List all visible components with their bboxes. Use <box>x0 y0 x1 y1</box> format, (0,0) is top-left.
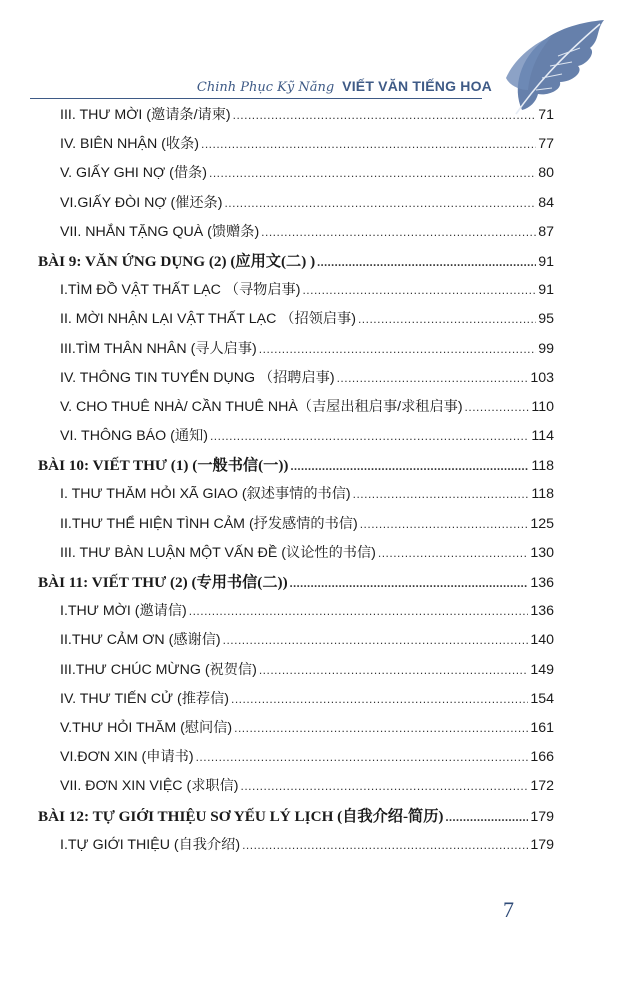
toc-dot-leader <box>465 400 530 414</box>
toc-entry-label: III.TÌM THÂN NHÂN (寻人启事) <box>60 340 257 357</box>
toc-entry-page: 77 <box>538 136 554 153</box>
toc-entry <box>38 367 554 396</box>
toc-dot-leader <box>234 721 528 735</box>
toc-entry <box>38 192 554 221</box>
toc-entry-page: 136 <box>530 603 554 620</box>
toc-entry-label: IV. BIÊN NHẬN (收条) <box>60 136 200 153</box>
toc-entry-page: 103 <box>530 369 554 386</box>
toc-dot-leader <box>209 166 536 180</box>
toc-entry-page: 136 <box>530 575 554 591</box>
toc-entry-label: BÀI 12: TỰ GIỚI THIỆU SƠ YẾU LÝ LỊCH (自我介绍-简历) <box>38 807 444 825</box>
toc-entry-page: 91 <box>538 282 554 299</box>
toc-entry-page: 87 <box>538 223 554 240</box>
toc-entry <box>38 483 554 512</box>
toc-entry-label: I.TỰ GIỚI THIỆU (自我介绍) <box>60 836 241 853</box>
feather-quill-icon <box>492 18 610 116</box>
toc-dot-leader <box>302 283 536 297</box>
page-number: 7 <box>503 897 514 922</box>
toc-dot-leader <box>259 663 528 677</box>
toc-dot-leader <box>360 517 529 531</box>
toc-entry-page: 154 <box>530 690 554 707</box>
toc-entry <box>38 162 554 191</box>
toc-dot-leader <box>353 487 530 501</box>
toc-dot-leader <box>201 137 536 151</box>
toc-entry <box>38 717 554 746</box>
toc-entry-page: 161 <box>530 719 554 736</box>
toc-entry <box>38 542 554 571</box>
toc-entry-label: II.THƯ CẢM ƠN (感谢信) <box>60 632 221 649</box>
toc-dot-leader <box>259 342 536 356</box>
toc-entry-label: III. THƯ BÀN LUẬN MỘT VẤN ĐỀ (议论性的书信) <box>60 544 376 561</box>
toc-dot-leader <box>233 108 537 122</box>
toc-entry <box>38 513 554 542</box>
header-script-title: Chinh Phục Kỹ Năng <box>196 80 335 95</box>
toc-entry-page: 149 <box>530 661 554 678</box>
toc-entry <box>38 746 554 775</box>
toc-entry-page: 125 <box>530 515 554 532</box>
toc-entry <box>38 308 554 337</box>
toc-dot-leader <box>196 750 529 764</box>
toc-entry <box>38 338 554 367</box>
toc-entry-page: 99 <box>538 340 554 357</box>
toc-entry-page: 118 <box>531 486 554 503</box>
toc-entry <box>38 659 554 688</box>
toc-entry-page: 110 <box>531 398 554 415</box>
toc-entry-label: IV. THƯ TIẾN CỬ (推荐信) <box>60 690 230 707</box>
toc-entry-page: 172 <box>530 778 554 795</box>
toc-entry-label: BÀI 11: VIẾT THƯ (2) (专用书信(二)) <box>38 574 288 591</box>
toc-entry-label: VII. ĐƠN XIN VIỆC (求职信) <box>60 778 239 795</box>
toc-entry-label: V. GIẤY GHI NỢ (借条) <box>60 165 207 182</box>
toc-dot-leader <box>337 371 529 385</box>
toc-entry <box>38 104 554 133</box>
toc-entry-page: 118 <box>531 458 554 475</box>
toc-dot-leader <box>224 196 536 210</box>
toc-entry-label: VII. NHẮN TẶNG QUÀ (馈赠条) <box>60 223 260 240</box>
toc-dot-leader <box>242 838 528 852</box>
toc-entry-page: 84 <box>538 194 554 211</box>
toc-dot-leader <box>261 225 536 239</box>
toc-entry-label: IV. THÔNG TIN TUYỂN DỤNG （招聘启事) <box>60 369 335 386</box>
toc-entry-page: 80 <box>538 165 554 182</box>
header-divider <box>30 98 482 99</box>
toc-entry <box>38 775 554 804</box>
toc-entry-page: 166 <box>530 749 554 766</box>
toc-dot-leader <box>210 429 529 443</box>
toc-entry-label: II. MỜI NHẬN LẠI VẬT THẤT LẠC （招领启事) <box>60 311 356 328</box>
toc-dot-leader <box>189 604 529 618</box>
toc-entry-label: I.THƯ MỜI (邀请信) <box>60 603 187 620</box>
toc-dot-leader <box>241 779 529 793</box>
toc-entry-page: 114 <box>531 428 554 445</box>
toc-entry-label: V. CHO THUÊ NHÀ/ CẦN THUÊ NHÀ（吉屋出租启事/求租启事) <box>60 398 463 415</box>
toc-chapter-entry <box>38 454 554 483</box>
toc-dot-leader <box>358 312 536 326</box>
toc-entry-page: 71 <box>538 107 554 123</box>
toc-entry-label: BÀI 10: VIẾT THƯ (1) (一般书信(一)) <box>38 457 289 475</box>
toc-entry-label: BÀI 9: VĂN ỨNG DỤNG (2) (应用文(二) ) <box>38 252 316 270</box>
toc-entry <box>38 425 554 454</box>
toc-entry-label: V.THƯ HỎI THĂM (慰问信) <box>60 719 233 736</box>
toc-entry-label: I.TÌM ĐỒ VẬT THẤT LẠC （寻物启事) <box>60 282 301 299</box>
toc-entry-label: I. THƯ THĂM HỎI XÃ GIAO (叙述事情的书信) <box>60 486 351 503</box>
toc-entry-label: VI.ĐƠN XIN (申请书) <box>60 749 194 766</box>
toc-chapter-entry <box>38 250 554 279</box>
toc-entry <box>38 688 554 717</box>
toc-dot-leader <box>223 633 529 647</box>
toc-entry-page: 130 <box>530 544 554 561</box>
toc-entry-label: III. THƯ MỜI (邀请条/请柬) <box>60 107 231 123</box>
toc-entry-label: II.THƯ THỂ HIỆN TÌNH CẢM (抒发感情的书信) <box>60 515 358 532</box>
toc-dot-leader <box>445 810 528 825</box>
toc-entry-label: III.THƯ CHÚC MỪNG (祝贺信) <box>60 661 257 678</box>
toc-dot-leader <box>317 255 536 270</box>
toc-entry-label: VI. THÔNG BÁO (通知) <box>60 428 208 445</box>
toc-entry <box>38 133 554 162</box>
toc-entry <box>38 629 554 658</box>
toc-entry-page: 179 <box>530 836 554 853</box>
toc-chapter-entry <box>38 805 554 834</box>
table-of-contents <box>38 104 554 863</box>
toc-entry <box>38 279 554 308</box>
toc-dot-leader <box>231 692 528 706</box>
toc-entry-page: 95 <box>538 311 554 328</box>
toc-dot-leader <box>378 546 528 560</box>
toc-entry <box>38 834 554 863</box>
toc-entry <box>38 600 554 629</box>
toc-entry <box>38 221 554 250</box>
toc-entry-page: 140 <box>530 632 554 649</box>
toc-entry-label: VI.GIẤY ĐÒI NỢ (催还条) <box>60 194 223 211</box>
toc-entry <box>38 396 554 425</box>
toc-entry-page: 179 <box>530 808 554 825</box>
toc-dot-leader <box>290 576 529 591</box>
toc-chapter-entry <box>38 571 554 600</box>
header-book-title: VIẾT VĂN TIẾNG HOA <box>342 78 492 94</box>
toc-dot-leader <box>290 459 529 474</box>
page-header <box>0 0 620 110</box>
toc-entry-page: 91 <box>538 253 554 270</box>
